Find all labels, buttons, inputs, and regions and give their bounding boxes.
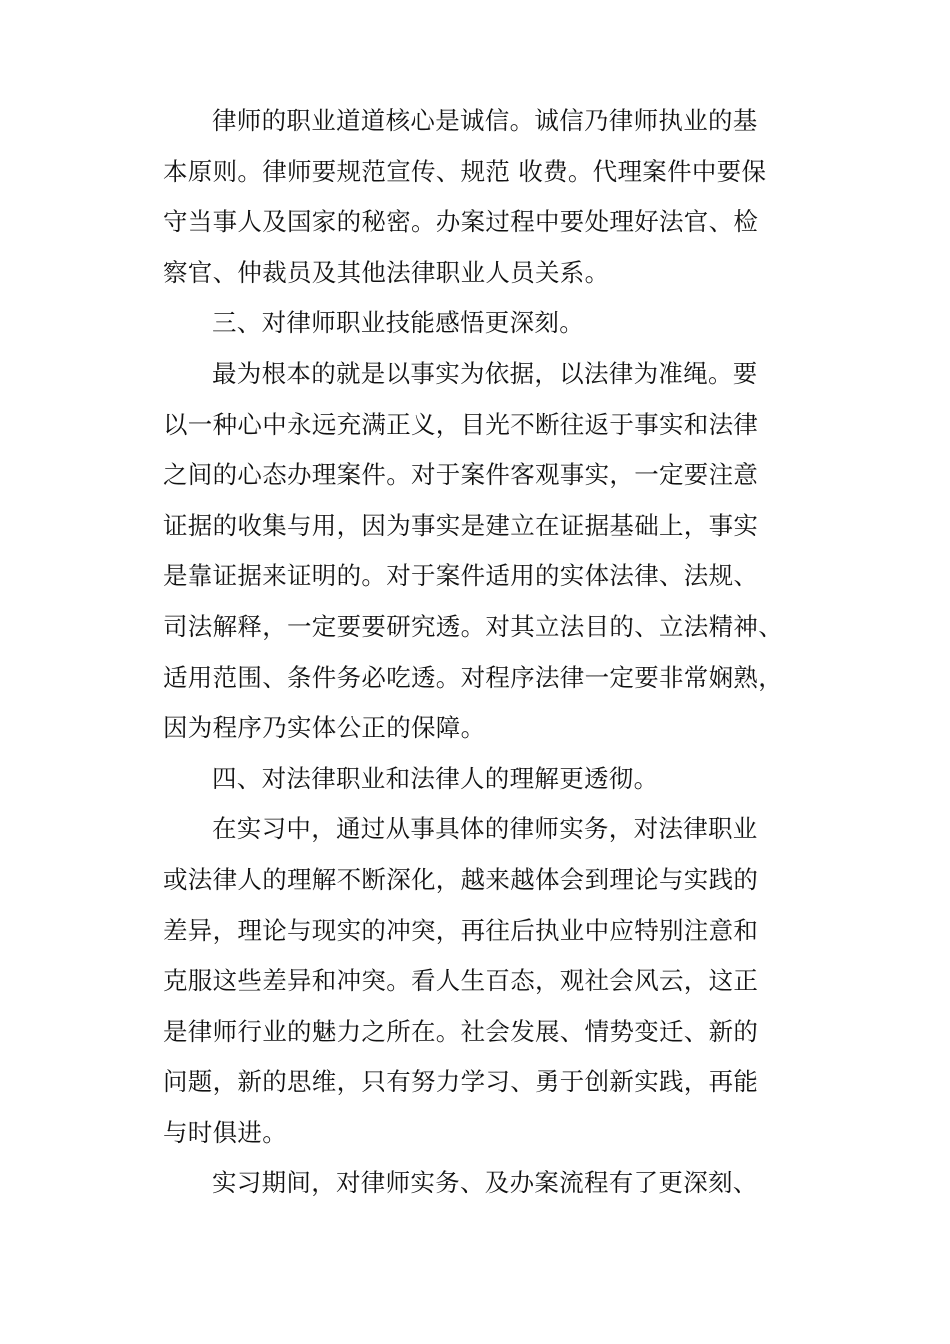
paragraph-line: 或法律人的理解不断深化，越来越体会到理论与实践的 bbox=[163, 864, 759, 894]
paragraph-line: 因为程序乃实体公正的保障。 bbox=[163, 713, 486, 743]
paragraph-line: 在实习中，通过从事具体的律师实务，对法律职业 bbox=[212, 814, 758, 844]
paragraph-line: 差异，理论与现实的冲突，再往后执业中应特别注意和 bbox=[163, 915, 759, 945]
paragraph-line: 与时俱进。 bbox=[163, 1117, 287, 1147]
section-heading: 三、对律师职业技能感悟更深刻。 bbox=[212, 308, 584, 338]
paragraph-line: 本原则。律师要规范宣传、规范 收费。代理案件中要保 bbox=[163, 156, 767, 186]
paragraph-line: 司法解释，一定要要研究透。对其立法目的、立法精神、 bbox=[163, 611, 783, 641]
paragraph-line: 适用范围、条件务必吃透。对程序法律一定要非常娴熟， bbox=[163, 662, 783, 692]
paragraph-line: 证据的收集与用，因为事实是建立在证据基础上，事实 bbox=[163, 510, 759, 540]
paragraph-line: 之间的心态办理案件。对于案件客观事实，一定要注意 bbox=[163, 460, 759, 490]
paragraph-line: 律师的职业道道核心是诚信。诚信乃律师执业的基 bbox=[212, 106, 758, 135]
paragraph-line: 守当事人及国家的秘密。办案过程中要处理好法官、检 bbox=[163, 207, 759, 237]
paragraph-line: 是靠证据来证明的。对于案件适用的实体法律、法规、 bbox=[163, 561, 759, 591]
document-body bbox=[163, 96, 793, 1209]
section-heading: 四、对法律职业和法律人的理解更透彻。 bbox=[212, 763, 659, 793]
paragraph-line: 察官、仲裁员及其他法律职业人员关系。 bbox=[163, 257, 610, 287]
paragraph-line: 克服这些差异和冲突。看人生百态，观社会风云，这正 bbox=[163, 966, 759, 996]
paragraph-line: 最为根本的就是以事实为依据，以法律为准绳。要 bbox=[212, 358, 758, 388]
paragraph-line: 以一种心中永远充满正义，目光不断往返于事实和法律 bbox=[163, 409, 759, 439]
paragraph-line: 是律师行业的魅力之所在。社会发展、情势变迁、新的 bbox=[163, 1016, 759, 1046]
paragraph-line: 问题，新的思维，只有努力学习、勇于创新实践，再能 bbox=[163, 1067, 759, 1097]
paragraph-line: 实习期间，对律师实务、及办案流程有了更深刻、 bbox=[212, 1168, 758, 1198]
